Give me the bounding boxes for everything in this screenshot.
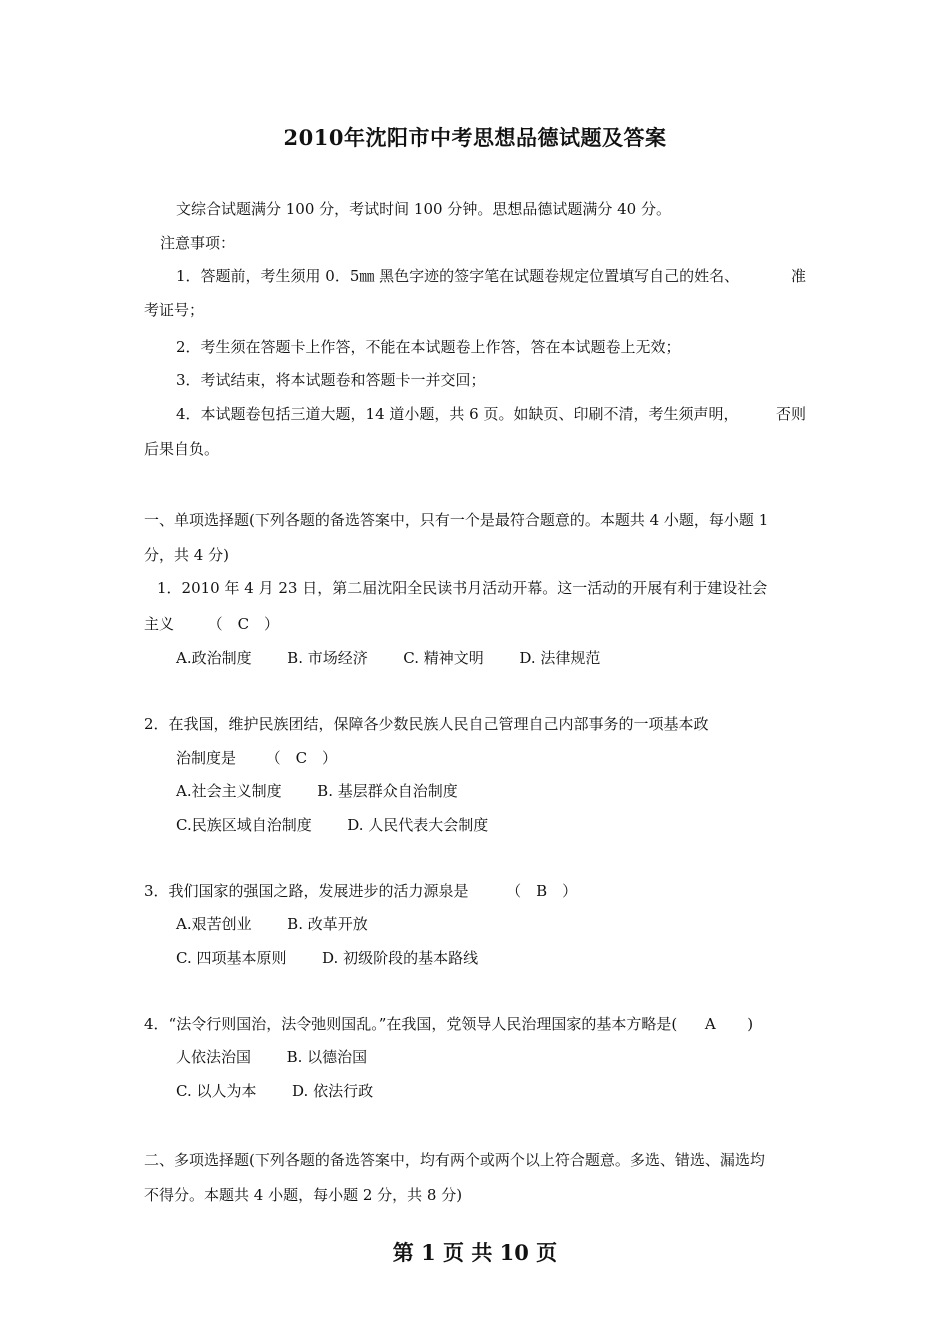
q4-stem: 4．“法令行则国治，法令弛则国乱。”在我国，党领导人民治理国家的基本方略是( <box>144 1015 678 1033</box>
section1-heading-cont: 分，共 4 分) <box>144 546 229 564</box>
q3-option-b: B. 改革开放 <box>287 915 368 933</box>
q2-stem: 2．在我国，维护民族团结，保障各少数民族人民自己管理自己内部事务的一项基本政 <box>144 715 709 733</box>
q2-option-d: D. 人民代表大会制度 <box>347 816 489 834</box>
q1-stem-end: 主义 <box>144 615 175 633</box>
intro-text: 文综合试题满分 100 分，考试时间 100 分钟。思想品德试题满分 40 分。 <box>176 200 671 218</box>
section2-heading-cont: 不得分。本题共 4 小题，每小题 2 分，共 8 分) <box>144 1186 463 1204</box>
q3-options-row1 <box>176 914 368 934</box>
q3-answer: （ B ） <box>506 882 578 900</box>
q3-stem: 3．我们国家的强国之路，发展进步的活力源泉是 <box>144 882 469 900</box>
notice-item-1-text: 1．答题前，考生须用 0．5㎜ 黑色字迹的签字笔在试题卷规定位置填写自己的姓名、 <box>176 267 740 285</box>
notice-item-4-end: 否则 <box>775 405 806 423</box>
q4-stem-line <box>144 1014 753 1034</box>
q4-option-b: B. 以德治国 <box>286 1048 368 1066</box>
q2-option-c: C.民族区域自治制度 <box>176 816 312 834</box>
q1-stem: 1．2010 年 4 月 23 日，第二届沈阳全民读书月活动开幕。这一活动的开展有利于建设社会 <box>157 579 768 597</box>
notice-item-2: 2．考生须在答题卡上作答，不能在本试题卷上作答，答在本试题卷上无效； <box>176 338 681 356</box>
q4-option-c: C. 以人为本 <box>176 1082 257 1100</box>
q3-options-row2 <box>176 948 478 968</box>
notice-item-1-cont: 考证号； <box>144 301 205 319</box>
q3-option-a: A.艰苦创业 <box>176 915 252 933</box>
q1-options <box>176 648 600 668</box>
q1-option-d: D. 法律规范 <box>519 649 601 667</box>
section1-heading: 一、单项选择题(下列各题的备选答案中，只有一个是最符合题意的。本题共 4 小题，每小题 1 <box>144 511 769 529</box>
notice-item-4 <box>176 404 806 424</box>
q4-options-row2 <box>176 1081 373 1101</box>
q3-option-d: D. 初级阶段的基本路线 <box>322 949 479 967</box>
notice-item-1 <box>176 266 806 286</box>
q2-option-b: B. 基层群众自治制度 <box>317 782 458 800</box>
q2-options-row1 <box>176 781 458 801</box>
q2-options-row2 <box>176 815 488 835</box>
q3-option-c: C. 四项基本原则 <box>176 949 287 967</box>
notice-item-4-cont: 后果自负。 <box>144 440 220 458</box>
q4-options-row1 <box>176 1047 367 1067</box>
notice-item-3: 3．考试结束，将本试题卷和答题卡一并交回； <box>176 371 486 389</box>
q1-answer: （ C ） <box>207 615 280 633</box>
q4-answer: A <box>704 1015 716 1033</box>
q2-stem-end: 治制度是 <box>176 749 237 767</box>
q3-stem-line <box>144 881 577 901</box>
q1-option-c: C. 精神文明 <box>403 649 484 667</box>
q4-answer-close: ) <box>747 1015 754 1033</box>
q4-option-a: 人依法治国 <box>176 1048 252 1066</box>
document-title: 2010年沈阳市中考思想品德试题及答案 <box>283 125 667 150</box>
q1-option-a: A.政治制度 <box>176 649 252 667</box>
q2-option-a: A.社会主义制度 <box>176 782 282 800</box>
q2-stem-cont <box>176 748 337 768</box>
q1-stem-cont <box>144 614 279 634</box>
notice-item-4-text: 4．本试题卷包括三道大题，14 道小题，共 6 页。如缺页、印刷不清，考生须声明， <box>176 405 739 423</box>
q2-answer: （ C ） <box>265 749 338 767</box>
section2-heading: 二、多项选择题(下列各题的备选答案中，均有两个或两个以上符合题意。多选、错选、漏选均 <box>144 1151 765 1169</box>
page-footer: 第 1 页 共 10 页 <box>392 1240 558 1265</box>
notice-item-1-end: 准 <box>790 267 806 285</box>
q1-option-b: B. 市场经济 <box>287 649 368 667</box>
q4-option-d: D. 依法行政 <box>292 1082 374 1100</box>
notice-heading: 注意事项： <box>160 234 236 252</box>
